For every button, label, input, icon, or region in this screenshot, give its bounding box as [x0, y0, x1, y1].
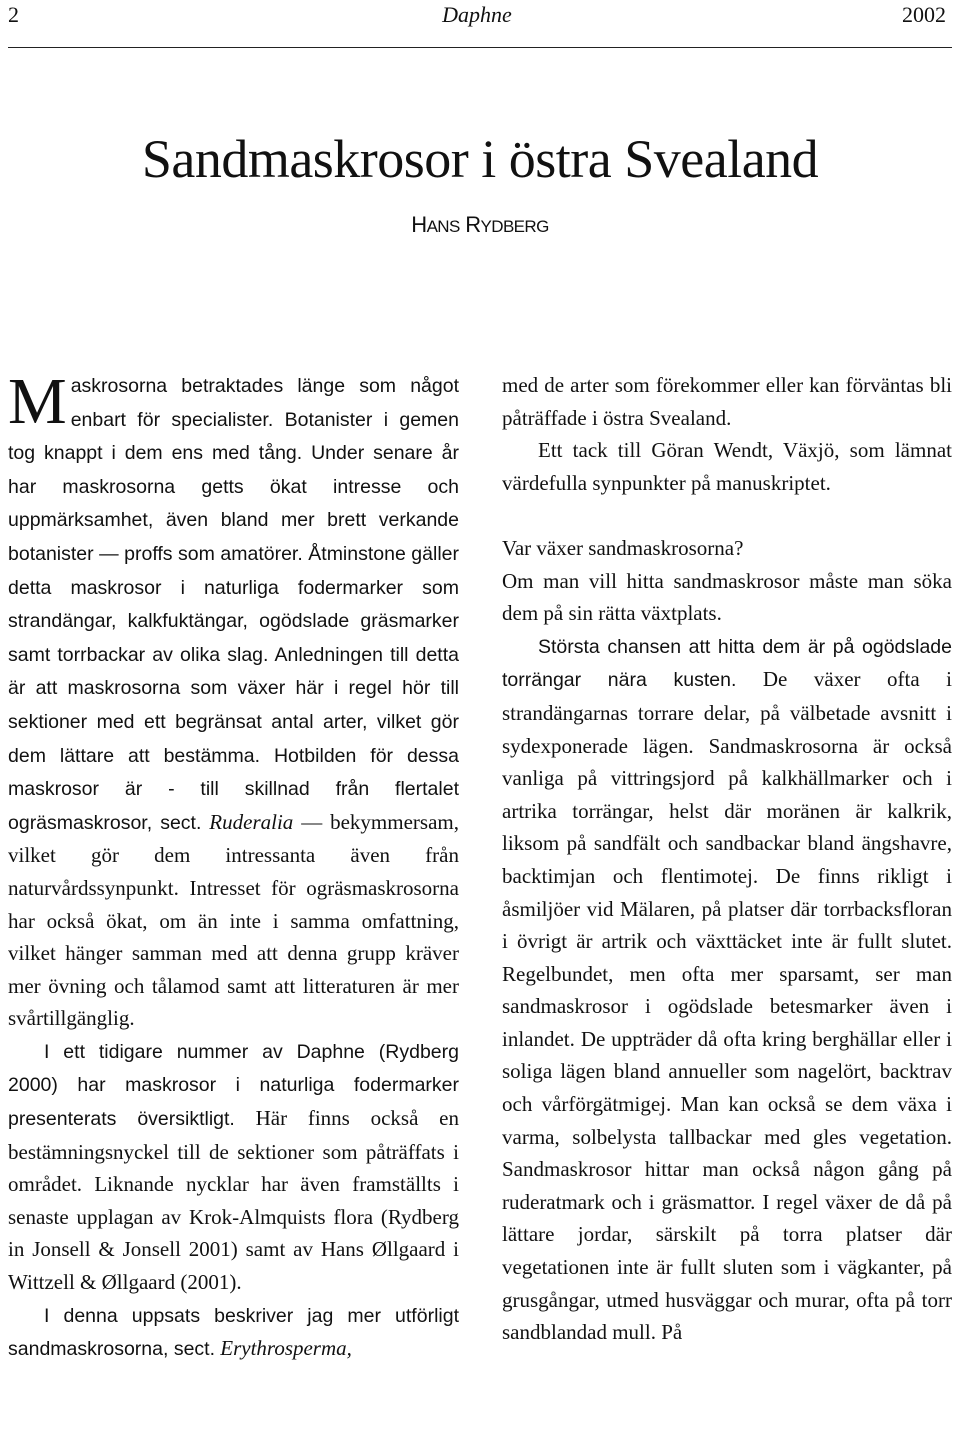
taxon-ruderalia: Ruderalia [201, 809, 294, 834]
habitat-text-g: Man kan också se dem växa i varma, solbelysta tallbackar med gles vegetation. [502, 1092, 952, 1149]
intro-text-a: askrosorna betraktades länge som något enbart för specialister. Botanister i gemen tog knappt i dem ens med tång. Under senare år har maskrosorna getts ökat intresse och uppmärksamhet, även bland mer brett verkande botanister — proffs som amatörer. [8, 375, 459, 565]
habitat-text-b: De växer ofta i strandängarnas torrare delar, på välbetade avsnitt i sydexponerade lägen. [502, 667, 952, 758]
article-title: Sandmaskrosor i östra Svealand [141, 129, 819, 189]
scope-text-a: I denna uppsats beskriver jag mer utförligt sandmaskrosorna, sect. [8, 1304, 459, 1361]
journal-name: Daphne [442, 2, 512, 27]
scope-continued-paragraph: med de arter som förekommer eller kan förväntas bli påträffade i östra Svealand. [502, 373, 952, 430]
habitat-text-i: I regel växer de då på lättare jordar, särskilt på torra platser där vegetationen inte är fullt sluten som i vägkanter, på grusgångar, utmed husväggar och murar, ofta på torr sandblandad mull. På [502, 1189, 952, 1345]
taxon-erythrosperma: Erythrosperma, [215, 1336, 352, 1361]
intro-text-e: Intresset för ogräsmaskrosorna har också ökat, om än inte i samma omfattning, vilket hänger samman med att denna grupp kräver mer övning och tålamod samt att litteraturen är mer svårtillgänglig. [8, 875, 459, 1031]
prev-text-b: Här finns också en bestämningsnyckel till de sektioner som påträffats i området. [8, 1106, 459, 1197]
page-number: 2 [8, 2, 19, 27]
left-column [8, 365, 460, 1366]
intro-paragraph [8, 365, 460, 1035]
habitat-text-e: Regelbundet, men ofta mer sparsamt, ser man sandmaskrosor i ogödslade betesmarker även i inlandet. [502, 961, 952, 1051]
publication-year: 2002 [902, 2, 946, 27]
habitat-text-c: Sandmaskrosorna är också vanliga på vittringsjord på kalkhällmarker och i artrika torrängar, helst där moränen är kalkrik, liksom på sandfält och sandbackar bland ängshavre, backtimjan och flentimotej. [502, 733, 952, 888]
habitat-text-d: De finns rikligt i åsmiljöer vid Mälaren, på platser där torrbacksfloran i övrigt är artrik och växttäcket inte är fullt slutet. [502, 863, 952, 954]
article-author [0, 212, 960, 238]
intro-text-d: — bekymmersam, vilket gör dem intressanta även från naturvårdssynpunkt. [8, 809, 459, 900]
section-heading: Var växer sandmaskrosorna? [502, 535, 744, 560]
habitat-paragraph [502, 630, 952, 1349]
prev-text-a: I ett tidigare nummer av Daphne (Rydberg 2000) har maskrosor i naturliga fodermarker presenterats översiktligt. [8, 1040, 459, 1131]
right-column [502, 369, 952, 1349]
previous-issue-paragraph [8, 1035, 459, 1299]
acknowledgement-paragraph: Ett tack till Göran Wendt, Växjö, som lämnat värdefulla synpunkter på manuskriptet. [502, 438, 952, 495]
author-first-initial: H [411, 212, 427, 237]
scope-paragraph [8, 1299, 459, 1366]
header-rule [8, 47, 952, 48]
intro-text-c: Anledningen till detta är att maskrosorna som växer här i regel hör till sektioner med ett begränsat antal arter, vilket gör dem lättare att bestämma. Hotbilden för dessa maskrosor är - till skillnad från flertalet ogräsmaskrosor, sect. [8, 643, 459, 834]
author-first-rest: ANS [426, 217, 460, 236]
author-last-initial: R [465, 212, 481, 237]
intro-text-b: Åtminstone gäller detta maskrosor i naturliga fodermarker som strandängar, kalkfuktängar, ogödslade gräsmarker samt torrbackar av olika slag. [8, 542, 460, 666]
prev-text-c: Liknande nycklar har även framställts i senaste upplagan av Krok-Almquists flora (Rydberg in Jonsell & Jonsell 2001) samt av Hans Øllgaard i Wittzell & Øllgaard (2001). [8, 1172, 459, 1295]
habitat-text-h: Sandmaskrosor hittar man också någon gång på ruderatmark och i gräsmattor. [502, 1157, 952, 1214]
drop-cap: M [8, 365, 67, 438]
running-header [8, 0, 946, 32]
habitat-text-a: Största chansen att hitta dem är på ogödslade torrängar nära kusten. [502, 635, 952, 692]
habitat-text-f: De uppträder då ofta kring berghällar eller i soliga lägen bland annueller som nagelört, backtrav och vårförgätmigej. [502, 1026, 952, 1117]
author-last-rest: YDBERG [480, 217, 549, 236]
habitat-intro-paragraph: Om man vill hitta sandmaskrosor måste man söka dem på sin rätta växtplats. [502, 568, 952, 626]
